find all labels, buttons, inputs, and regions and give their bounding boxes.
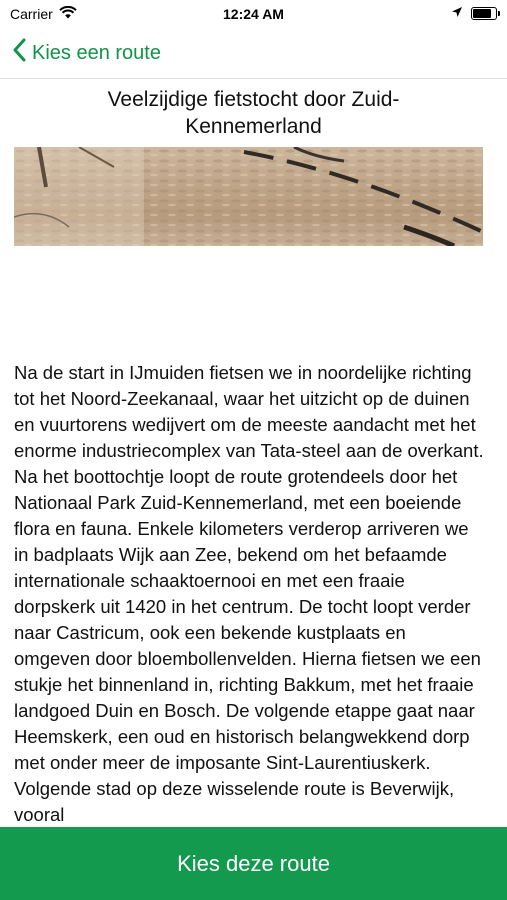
- status-bar: [0, 0, 507, 28]
- chevron-left-icon: [12, 38, 26, 68]
- back-button[interactable]: [12, 38, 161, 68]
- status-right: [451, 5, 497, 21]
- back-button-label: Kies een route: [32, 41, 161, 64]
- route-hero-image: [14, 147, 483, 246]
- battery-icon: [471, 7, 497, 20]
- navigation-bar: [0, 28, 507, 79]
- choose-route-button-label: Kies deze route: [177, 850, 330, 876]
- route-title: Veelzijdige fietstocht door Zuid-Kennemerland: [107, 88, 400, 138]
- status-time: 12:24 AM: [223, 6, 284, 22]
- route-description: Na de start in IJmuiden fietsen we in noordelijke richting tot het Noord-Zeekanaal, waar het uitzicht op de duinen en vuurtorens wedijvert om de meeste aandacht met het enorme industriecomplex van Tata-steel aan de overkant. Na het boottochtje loopt de route grotendeels door het Nationaal Park Zuid-Kennemerland, met een boeiende flora en fauna. Enkele kilometers verderop arriveren we in badplaats Wijk aan Zee, bekend om het befaamde internationale schaaktoernooi en met een fraaie dorpskerk uit 1420 in het centrum. De tocht loopt verder naar Castricum, ook een bekende kustplaats en omgeven door bloembollenvelden. Hierna fietsen we een stukje het binnenland in, richting Bakkum, met het fraaie landgoed Duin en Bosch. De volgende etappe gaat naar Heemskerk, een oud en historisch belangwekkend dorp met onder meer de imposante Sint-Laurentiuskerk. Volgende stad op deze wisselende route is Beverwijk, vooral: [14, 362, 484, 825]
- battery-fill: [473, 9, 491, 18]
- location-arrow-icon: [451, 5, 463, 21]
- carrier-label: Carrier: [10, 6, 53, 22]
- choose-route-button[interactable]: [0, 827, 507, 900]
